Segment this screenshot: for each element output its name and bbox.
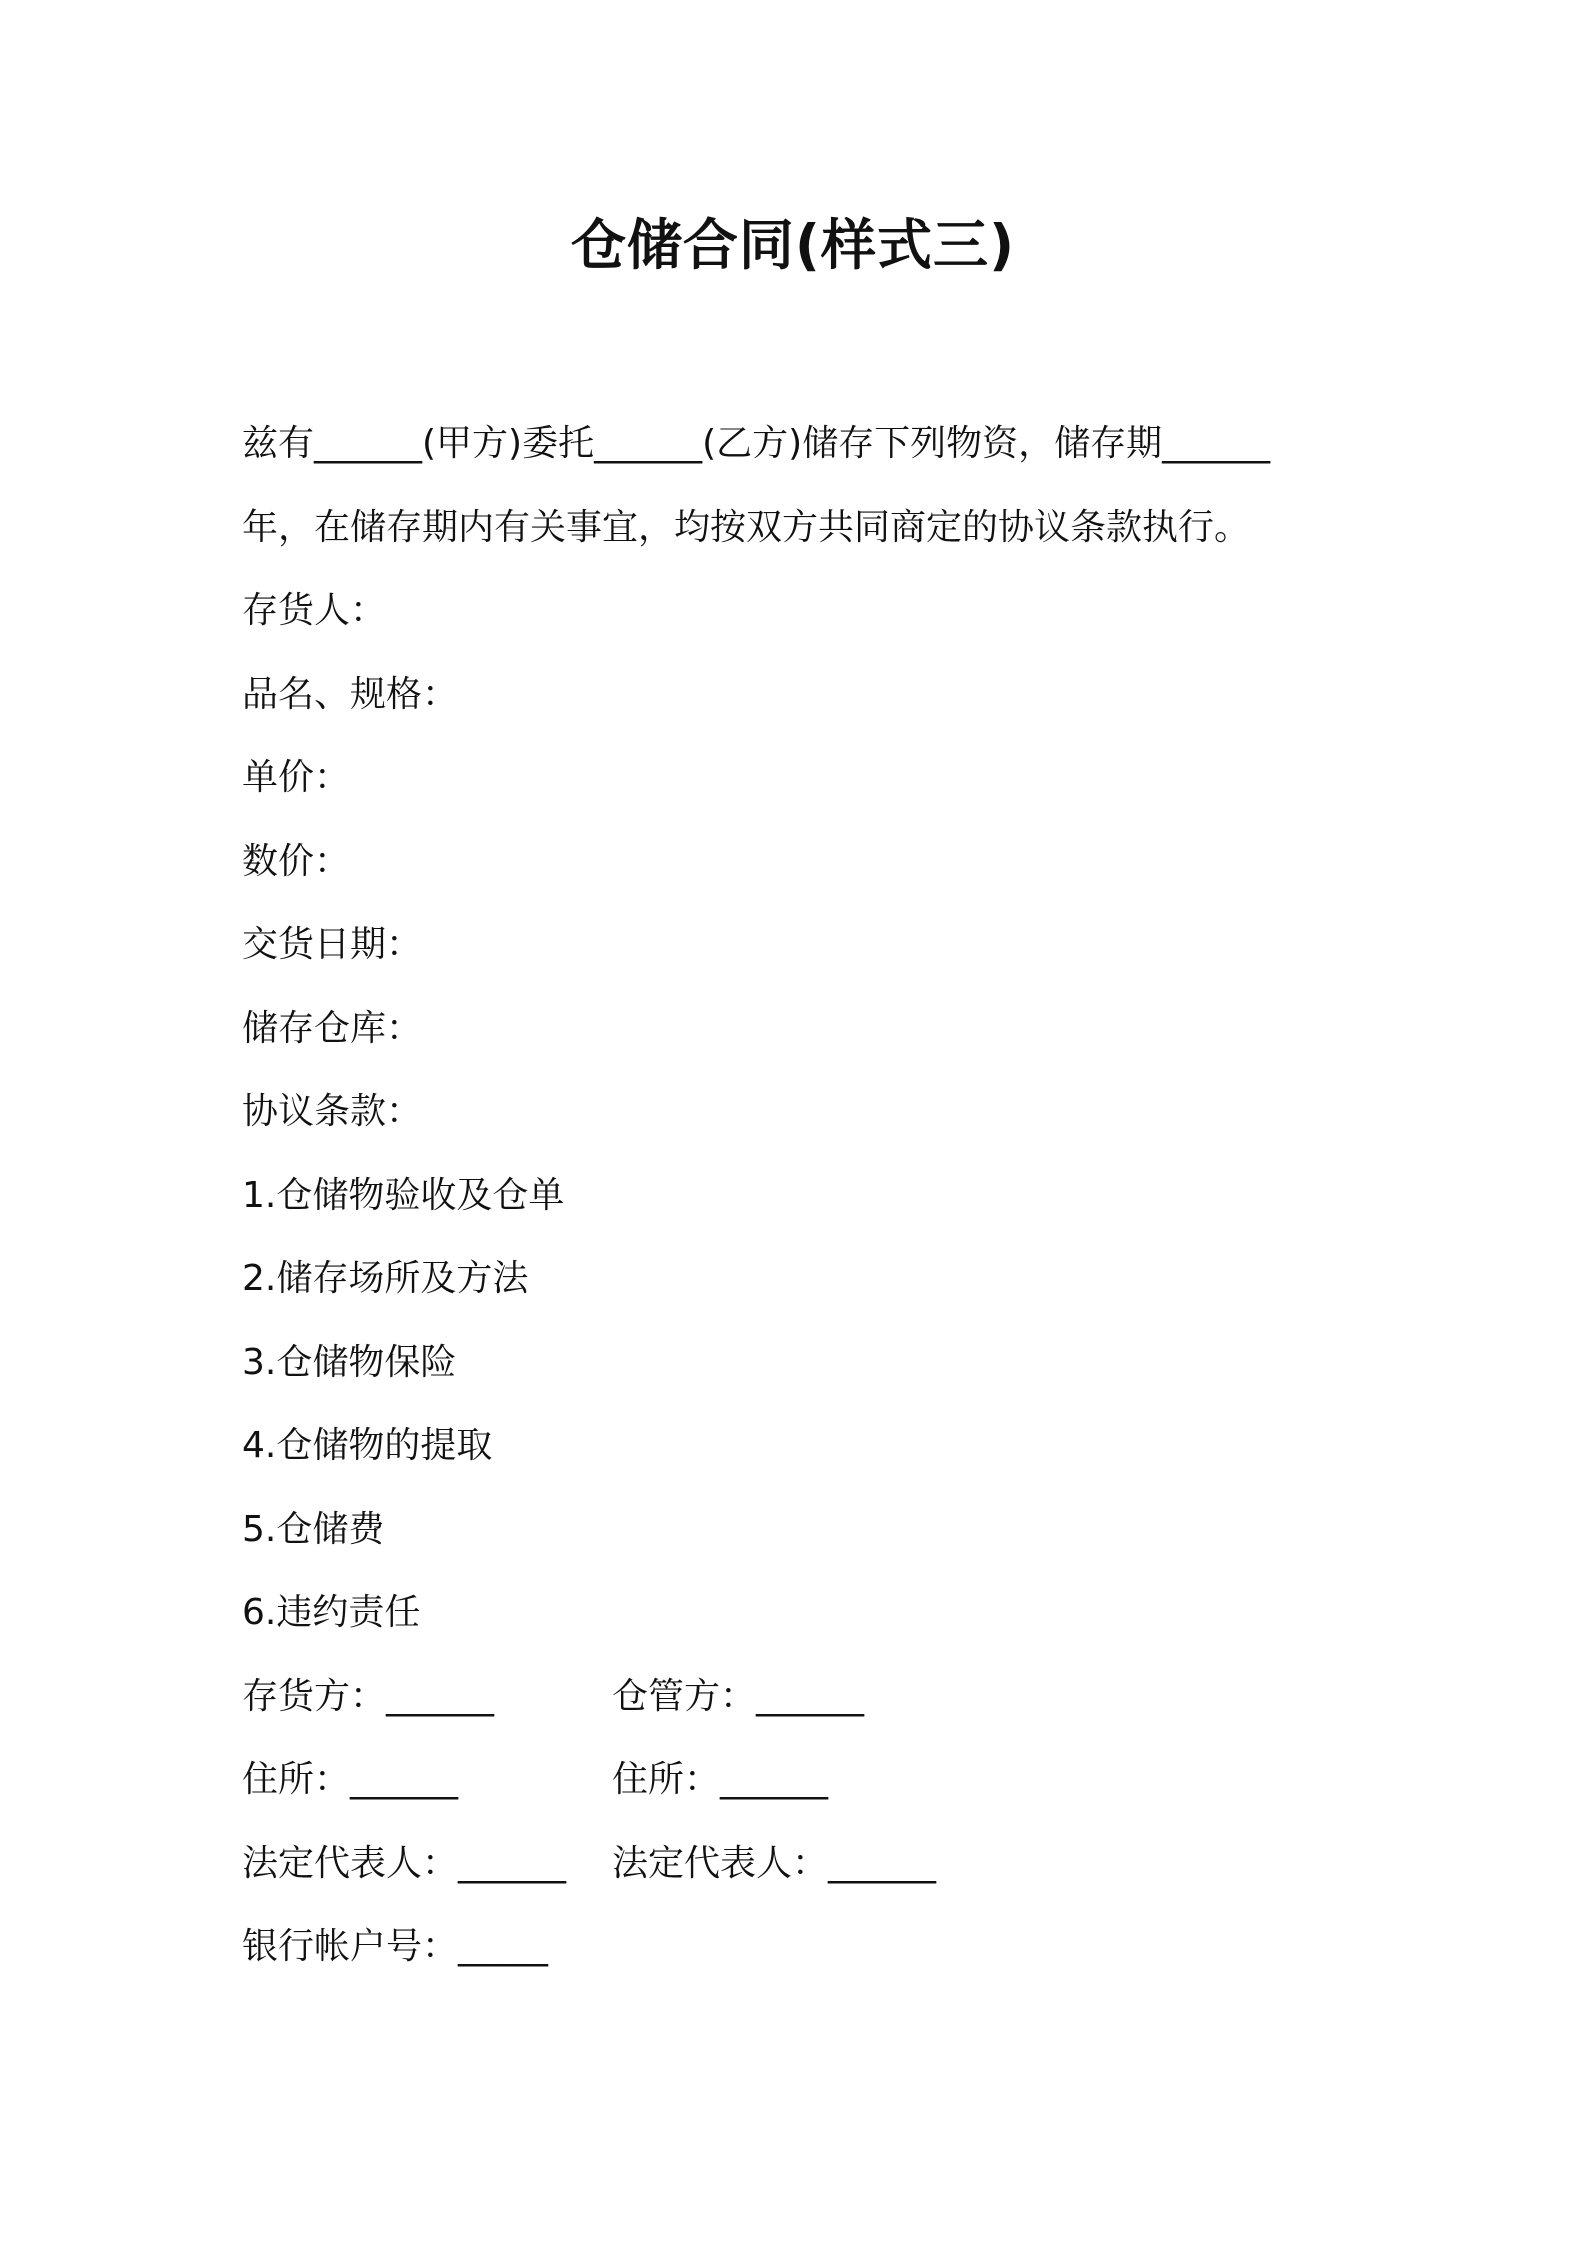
- field-storage-warehouse: 储存仓库：: [242, 1007, 423, 1049]
- signature-row-address: [242, 1738, 1362, 1822]
- signature-row-party: [242, 1655, 1362, 1739]
- warehouse-party-label: 仓管方：______: [612, 1675, 865, 1717]
- clause-item: 1.仓储物验收及仓单: [242, 1174, 565, 1216]
- document-body: [242, 402, 1362, 1989]
- clause-item: 3.仓储物保险: [242, 1341, 457, 1383]
- intro-paragraph-line-2: 年，在储存期内有关事宜，均按双方共同商定的协议条款执行。: [242, 506, 1251, 548]
- field-quantity-price: 数价：: [242, 840, 351, 882]
- depositor-legal-rep-label: 法定代表人：______: [242, 1842, 567, 1884]
- clause-item: 6.违约责任: [242, 1592, 421, 1633]
- clause-item: 2.储存场所及方法: [242, 1258, 529, 1299]
- bank-account-label: 银行帐户号：_____: [242, 1926, 549, 1967]
- clause-item: 5.仓储费: [242, 1508, 385, 1550]
- field-product-spec: 品名、规格：: [242, 673, 459, 715]
- intro-paragraph-line-1: 兹有______(甲方)委托______(乙方)储存下列物资，储存期______: [242, 423, 1271, 464]
- warehouse-legal-rep-label: 法定代表人：______: [612, 1842, 937, 1884]
- field-delivery-date: 交货日期：: [242, 924, 423, 965]
- document-title: 仓储合同(样式三): [570, 213, 1016, 277]
- field-depositor: 存货人：: [242, 590, 387, 631]
- warehouse-address-label: 住所：______: [612, 1759, 829, 1800]
- depositor-address-label: 住所：______: [242, 1759, 459, 1800]
- field-agreement-terms: 协议条款：: [242, 1091, 423, 1132]
- clause-item: 4.仓储物的提取: [242, 1425, 493, 1466]
- depositor-party-label: 存货方：______: [242, 1675, 495, 1717]
- field-unit-price: 单价：: [242, 757, 351, 798]
- signature-row-legal-rep: [242, 1822, 1362, 1906]
